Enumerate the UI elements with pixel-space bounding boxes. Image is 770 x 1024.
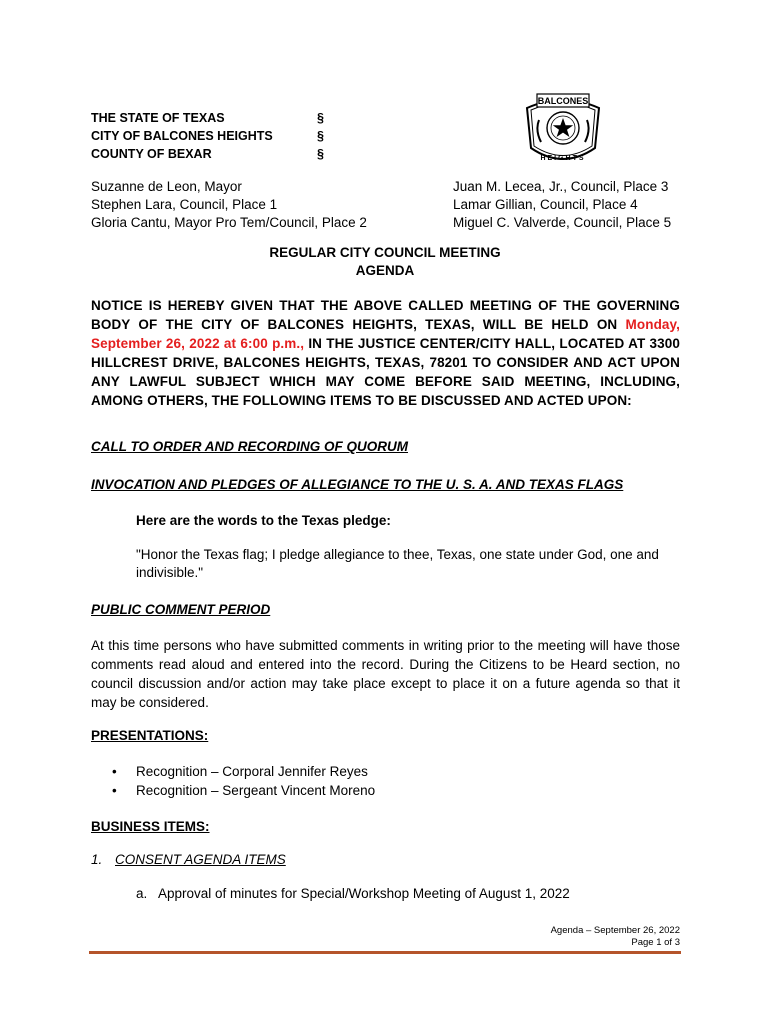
pledge-heading: Here are the words to the Texas pledge:: [136, 513, 391, 528]
call-to-order-heading: CALL TO ORDER AND RECORDING OF QUORUM: [91, 439, 408, 454]
council-list-left: [91, 178, 367, 232]
section-symbol: §: [317, 147, 324, 161]
bullet-icon: •: [112, 783, 117, 798]
council-list-right: [453, 178, 671, 232]
meeting-title-line2: AGENDA: [355, 263, 415, 278]
jurisdiction-row: [91, 127, 337, 145]
public-comment-text: At this time persons who have submitted comments in writing prior to the meeting will have those comments read aloud and entered into the record. During the Citizens to be Heard section, no council discussion and/or action may take place except to place it on a future agenda so that it may be considered.: [91, 638, 680, 710]
jurisdiction-row: [91, 109, 337, 127]
jurisdiction-name: CITY OF BALCONES HEIGHTS: [91, 129, 273, 143]
notice-text: NOTICE IS HEREBY GIVEN THAT THE ABOVE CALLED MEETING OF THE GOVERNING BODY OF THE CITY OF BALCONES HEIGHTS, TEXAS, WILL BE HELD ON: [91, 298, 680, 332]
meeting-title-line1: REGULAR CITY COUNCIL MEETING: [269, 245, 501, 260]
consent-agenda-heading: [91, 852, 286, 867]
subitem-letter: a.: [136, 886, 148, 901]
jurisdiction-block: [91, 109, 337, 163]
section-symbol: §: [317, 129, 324, 143]
meeting-notice: [91, 296, 680, 410]
pledge-text: "Honor the Texas flag; I pledge allegiance to thee, Texas, one state under God, one and indivisible.": [136, 547, 659, 580]
jurisdiction-name: THE STATE OF TEXAS: [91, 111, 225, 125]
notice-date-highlight: Monday, September 26, 2022 at 6:00 p.m.,: [91, 317, 680, 351]
council-member: Lamar Gillian, Council, Place 4: [453, 197, 638, 212]
seal-bottom-text: HEIGHTS: [540, 155, 586, 162]
council-member: Stephen Lara, Council, Place 1: [91, 197, 278, 212]
seal-top-text: BALCONES: [537, 96, 589, 106]
invocation-heading: INVOCATION AND PLEDGES OF ALLEGIANCE TO THE U. S. A. AND TEXAS FLAGS: [91, 477, 624, 492]
presentations-heading: PRESENTATIONS:: [91, 728, 209, 743]
presentation-item: Recognition – Corporal Jennifer Reyes: [136, 764, 368, 779]
council-member: Miguel C. Valverde, Council, Place 5: [453, 215, 672, 230]
council-member: Suzanne de Leon, Mayor: [91, 179, 242, 194]
public-comment-heading: PUBLIC COMMENT PERIOD: [91, 602, 271, 617]
footer-divider: [89, 951, 681, 954]
jurisdiction-name: COUNTY OF BEXAR: [91, 147, 212, 161]
bullet-icon: •: [112, 764, 117, 779]
consent-subitem: [136, 886, 570, 901]
page-footer: [551, 925, 680, 949]
council-member: Gloria Cantu, Mayor Pro Tem/Council, Place 2: [91, 215, 367, 230]
council-member: Juan M. Lecea, Jr., Council, Place 3: [453, 179, 669, 194]
city-seal-star-icon: [517, 90, 609, 170]
presentation-item: Recognition – Sergeant Vincent Moreno: [136, 783, 376, 798]
presentations-list: [112, 762, 375, 800]
list-item: [112, 781, 375, 800]
subitem-text: Approval of minutes for Special/Workshop Meeting of August 1, 2022: [158, 886, 570, 901]
jurisdiction-row: [91, 145, 337, 163]
item-number: 1.: [91, 852, 103, 867]
section-symbol: §: [317, 111, 324, 125]
consent-agenda-label: CONSENT AGENDA ITEMS: [115, 852, 286, 867]
notice-text: IN THE JUSTICE CENTER/CITY HALL, LOCATED AT 3300 HILLCREST DRIVE, BALCONES HEIGHTS, TEXAS, 78201 TO CONSIDER AND ACT UPON ANY LAWFUL SUBJECT WHICH MAY COME BEFORE SAID MEETING, INCLUDING, AMONG OTHERS, THE FOLLOWING ITEMS TO BE DISCUSSED AND ACTED UPON:: [91, 336, 680, 408]
business-items-heading: BUSINESS ITEMS:: [91, 819, 210, 834]
footer-date: Agenda – September 26, 2022: [550, 925, 680, 936]
meeting-title: [0, 244, 770, 280]
list-item: [112, 762, 375, 781]
page-number: Page 1 of 3: [631, 937, 680, 948]
